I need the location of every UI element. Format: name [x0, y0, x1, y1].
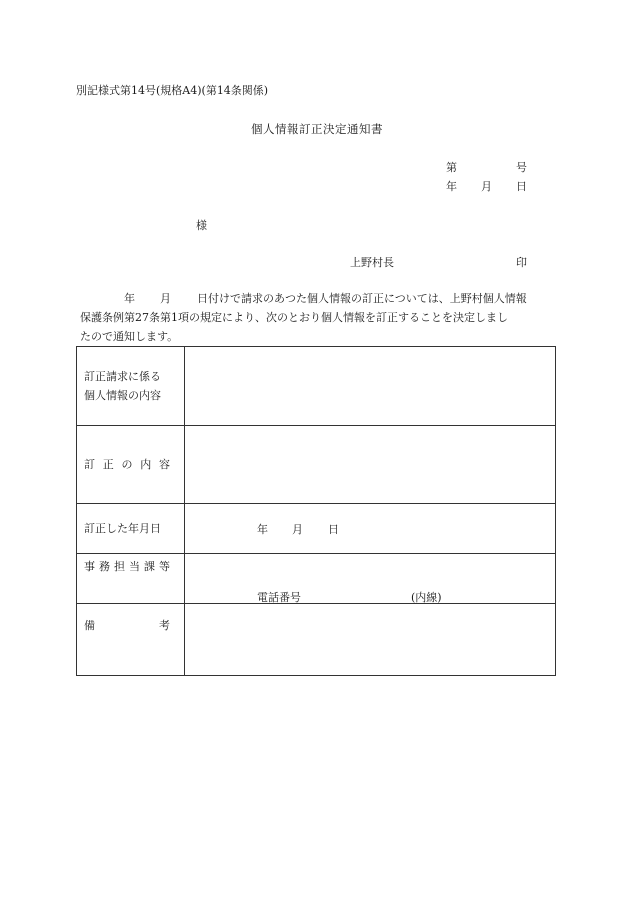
row-label-request-content	[77, 347, 185, 426]
row-label-remarks	[77, 604, 185, 676]
form-number-label: 別記様式第14号(規格A4)(第14条関係)	[76, 84, 269, 97]
body-line-2: 保護条例第27条第1項の規定により、次のとおり個人情報を訂正することを決定しまし	[80, 311, 508, 324]
field-correction-content[interactable]	[185, 426, 556, 504]
correction-date-month: 月	[292, 523, 303, 536]
extension-label: (内線)	[411, 591, 442, 604]
field-correction-date[interactable]	[185, 504, 556, 554]
issue-date-day: 日	[516, 180, 527, 193]
seal-mark: 印	[516, 256, 527, 269]
label-char: 事	[84, 560, 95, 573]
table-row	[77, 426, 556, 504]
label-char: 当	[129, 560, 140, 573]
document-number-suffix: 号	[516, 161, 527, 174]
label-char: 容	[159, 458, 170, 471]
label-char: の	[121, 458, 133, 471]
recipient-honorific: 様	[196, 219, 207, 232]
field-department[interactable]	[185, 554, 556, 604]
label-char: 内	[140, 458, 152, 471]
issue-date-year: 年	[446, 180, 457, 193]
row-label-line: 訂正請求に係る	[84, 370, 161, 383]
correction-date-day: 日	[328, 523, 339, 536]
correction-table	[76, 346, 556, 676]
label-char: 正	[102, 458, 114, 471]
issuer-name: 上野村長	[350, 256, 394, 269]
label-char: 考	[159, 619, 170, 632]
table-row	[77, 604, 556, 676]
label-char: 訂	[84, 458, 95, 471]
document-title: 個人情報訂正決定通知書	[251, 122, 383, 136]
table-row	[77, 554, 556, 604]
body-year: 年	[124, 292, 135, 305]
table-row	[77, 347, 556, 426]
table-row	[77, 504, 556, 554]
document-number-prefix: 第	[446, 161, 457, 174]
phone-number-label: 電話番号	[257, 591, 301, 604]
row-label-correction-content	[77, 426, 185, 504]
field-remarks[interactable]	[185, 604, 556, 676]
label-char: 担	[114, 560, 125, 573]
label-char: 等	[159, 560, 170, 573]
issue-date-month: 月	[481, 180, 492, 193]
label-char: 課	[144, 560, 155, 573]
row-label-correction-date: 訂正した年月日	[77, 504, 185, 554]
body-line-3: たので通知します。	[80, 330, 179, 343]
label-char: 務	[99, 560, 110, 573]
row-label-line: 個人情報の内容	[84, 389, 161, 402]
correction-date-year: 年	[257, 523, 268, 536]
row-label-department	[77, 554, 185, 604]
label-char: 備	[84, 619, 95, 632]
field-request-content[interactable]	[185, 347, 556, 426]
body-month: 月	[160, 292, 171, 305]
body-line-1-text: 日付けで請求のあつた個人情報の訂正については、上野村個人情報	[197, 292, 527, 305]
